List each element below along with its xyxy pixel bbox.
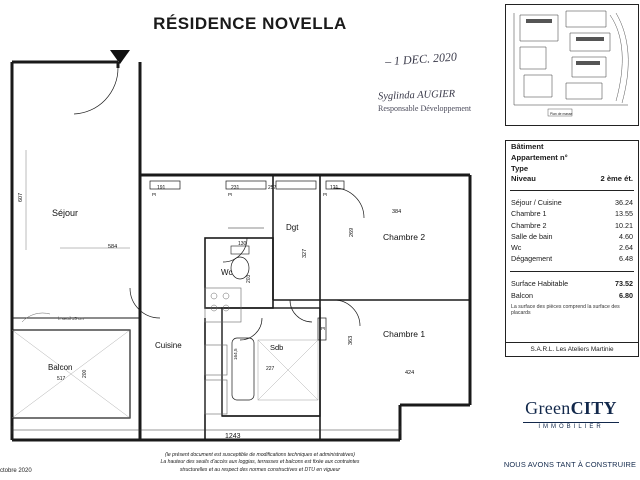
appartement-label: Appartement n° (511, 153, 568, 162)
area-value: 36.24 (615, 198, 633, 208)
apartment-info-box (505, 140, 639, 357)
date-stamp: – 1 DEC. 2020 (384, 49, 458, 69)
brand-name-part2: CITY (570, 398, 617, 418)
legal-line-1: (le présent document est susceptible de modifications techniques et administratives) (165, 452, 355, 458)
room-label-chambre1: Chambre 1 (383, 329, 426, 339)
dim-sejour-width: 584 (108, 244, 118, 250)
dim-top-3: 257 (268, 185, 277, 191)
type-label: Type (511, 164, 529, 173)
dim-top-1: 191 (157, 185, 166, 191)
total-row (506, 278, 638, 289)
label-pi-1: PI (152, 192, 157, 197)
room-label-balcon: Balcon (48, 363, 73, 372)
dim-total-width: 1243 (225, 433, 241, 440)
area-label: Salle de bain (511, 231, 553, 241)
room-label-sdb: Sdb (270, 343, 284, 352)
area-row (506, 208, 638, 219)
dim-wc-width: 130 (238, 241, 247, 247)
area-row (506, 253, 638, 264)
room-label-wc: Wc (221, 268, 233, 277)
area-value: 6.48 (619, 254, 633, 264)
area-value: 13.55 (615, 209, 633, 219)
brand-name-part1: Green (525, 398, 571, 418)
brand-slogan: NOUS AVONS TANT À CONSTRUIRE (503, 460, 637, 469)
dim-top-2: 231 (231, 185, 240, 191)
label-pi-2: PI (228, 192, 233, 197)
brand-logo (505, 398, 637, 430)
signature-name: Syglinda AUGIER (377, 88, 456, 103)
sarl-line: S.A.R.L. Les Ateliers Martinie (506, 342, 638, 353)
area-value: 10.21 (615, 220, 633, 230)
dim-balcon-width: 517 (57, 376, 66, 382)
area-label: Dégagement (511, 254, 553, 264)
legal-notice (110, 452, 410, 474)
area-label: Wc (511, 242, 522, 252)
area-value: 2.64 (619, 242, 633, 252)
area-value: 4.60 (619, 231, 633, 241)
legal-line-2: La hauteur des seuils d'accès aux loggias, terrasses et balcons est fixée aux contraintes (160, 459, 360, 466)
total-value: 73.52 (615, 279, 633, 289)
dim-ch1-width: 424 (405, 370, 415, 376)
area-note: La surface des pièces comprend la surface des placards (511, 303, 620, 317)
site-plan-box (505, 4, 639, 126)
dim-sdb-height: 164,5 (233, 348, 238, 360)
area-row (506, 231, 638, 242)
batiment-label: Bâtiment (511, 142, 544, 151)
footer-date: ctobre 2020 (0, 468, 32, 474)
legal-line-3: structurelles et au respect des normes constructives et DTU en vigueur (179, 466, 341, 473)
site-plan-drawing (506, 5, 636, 123)
dim-sdb-width: 227 (266, 366, 275, 372)
brand-subtitle: IMMOBILIER (538, 424, 604, 430)
dim-ch1-height: 363 (348, 335, 354, 345)
note-seuil: h seuil ±5 cm (58, 316, 84, 321)
page-title: RÉSIDENCE NOVELLA (153, 14, 347, 33)
room-label-cuisine: Cuisine (155, 341, 182, 350)
total-value: 6.80 (619, 290, 633, 300)
dim-ch2-height: 269 (349, 227, 355, 237)
area-label: Chambre 2 (511, 220, 547, 230)
total-label: Surface Habitable (511, 279, 569, 289)
niveau-label: Niveau (511, 174, 536, 183)
room-label-sejour: Séjour (52, 208, 79, 218)
total-label: Balcon (511, 290, 533, 300)
area-row (506, 197, 638, 208)
dim-wc-height: 203 (246, 274, 252, 283)
room-label-chambre2: Chambre 2 (383, 232, 426, 242)
label-pi-4: PI (321, 326, 326, 331)
area-row (506, 242, 638, 253)
area-label: Chambre 1 (511, 209, 547, 219)
dim-balcon-height: 200 (82, 369, 88, 378)
brand-rule (523, 422, 619, 423)
room-label-dgt: Dgt (286, 223, 299, 232)
dim-dgt-height: 327 (302, 248, 308, 258)
area-row (506, 219, 638, 230)
dim-top-4: 121 (330, 185, 339, 191)
area-label: Séjour / Cuisine (511, 198, 562, 208)
total-row (506, 289, 638, 300)
dim-ch2-width: 384 (392, 209, 402, 215)
site-plan-caption: Plan de masse (550, 112, 573, 116)
niveau-value: 2 ème ét. (600, 174, 633, 183)
signature-role: Responsable Développement (378, 104, 472, 113)
label-pi-3: PI (323, 192, 328, 197)
dim-sejour-height: 607 (18, 192, 24, 202)
